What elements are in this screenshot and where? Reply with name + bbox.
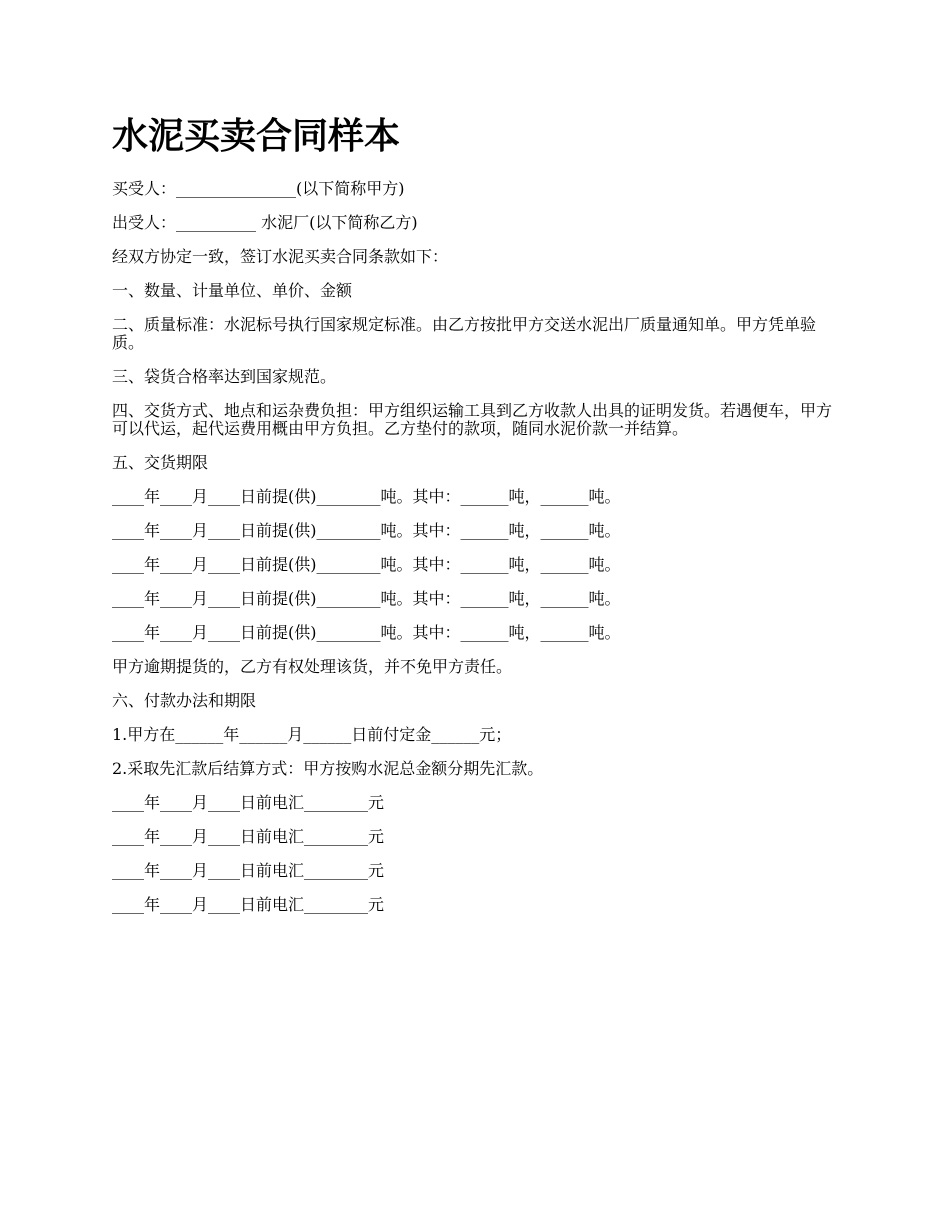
clause-1-heading: 一、数量、计量单位、单价、金额 xyxy=(112,281,353,300)
agreement-intro: 经双方协定一致，签订水泥买卖合同条款如下： xyxy=(112,247,449,266)
payment-method-line: 2.采取先汇款后结算方式：甲方按购水泥总金额分期先汇款。 xyxy=(112,759,544,778)
delivery-schedule-line: ____年____月____日前提(供)________吨。其中：______吨，______吨。 xyxy=(112,521,621,540)
document-title: 水泥买卖合同样本 xyxy=(112,115,401,157)
delivery-schedule-line: ____年____月____日前提(供)________吨。其中：______吨，______吨。 xyxy=(112,623,621,642)
clause-2-quality: 二、质量标准：水泥标号执行国家规定标准。由乙方按批甲方交送水泥出厂质量通知单。甲方凭单验质。 xyxy=(112,315,817,352)
payment-schedule-line: ____年____月____日前电汇________元 xyxy=(112,861,385,880)
payment-schedule-line: ____年____月____日前电汇________元 xyxy=(112,827,385,846)
deposit-line: 1.甲方在______年______月______日前付定金______元； xyxy=(112,725,512,744)
seller-line: 出受人：__________ 水泥厂(以下简称乙方) xyxy=(112,213,418,232)
delivery-schedule-line: ____年____月____日前提(供)________吨。其中：______吨，______吨。 xyxy=(112,487,621,506)
clause-3-packaging: 三、袋货合格率达到国家规范。 xyxy=(112,367,337,386)
clause-4-delivery: 四、交货方式、地点和运杂费负担：甲方组织运输工具到乙方收款人出具的证明发货。若遇便车，甲方可以代运，起代运费用概由甲方负担。乙方垫付的款项，随同水泥价款一并结算。 xyxy=(112,401,833,438)
buyer-line: 买受人：_______________(以下简称甲方) xyxy=(112,179,405,198)
delivery-schedule-line: ____年____月____日前提(供)________吨。其中：______吨，______吨。 xyxy=(112,589,621,608)
clause-6-heading: 六、付款办法和期限 xyxy=(112,691,257,710)
clause-5-heading: 五、交货期限 xyxy=(112,453,209,472)
late-pickup-clause: 甲方逾期提货的，乙方有权处理该货，并不免甲方责任。 xyxy=(112,657,513,676)
delivery-schedule-line: ____年____月____日前提(供)________吨。其中：______吨，______吨。 xyxy=(112,555,621,574)
payment-schedule-line: ____年____月____日前电汇________元 xyxy=(112,895,385,914)
payment-schedule-line: ____年____月____日前电汇________元 xyxy=(112,793,385,812)
document-body xyxy=(112,180,840,930)
